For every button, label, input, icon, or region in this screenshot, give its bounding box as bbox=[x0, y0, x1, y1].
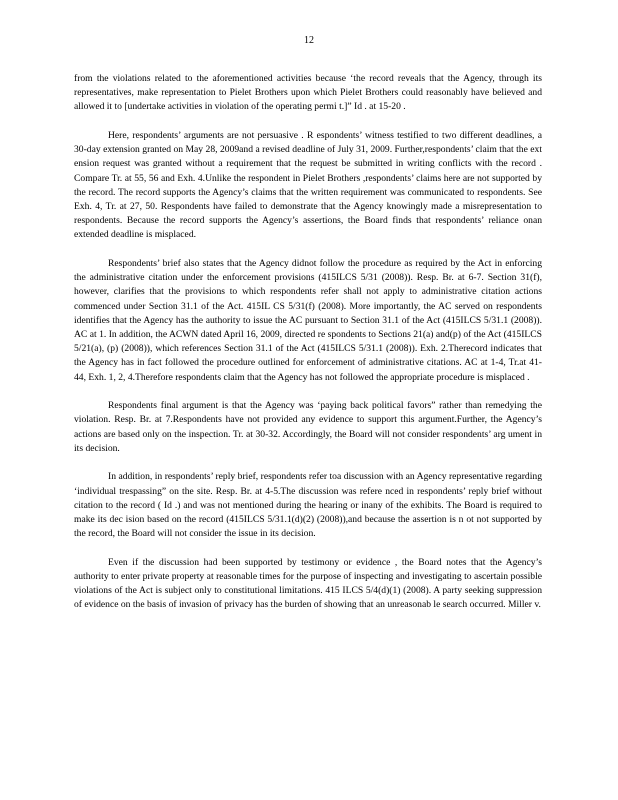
paragraph-final-argument: Respondents final argument is that the Agency was ‘paying back political favors” rather than remedying the violation. Resp. Br. at 7.Respondents have not provided any evidence to support this argument.Further, the Agency’s actions are based only on the inspection. Tr. at 30-32. Accordingly, the Board will not consider respondents’ arg ument in its decision. bbox=[74, 400, 542, 454]
page-number: 12 bbox=[304, 35, 314, 46]
paragraph-respondents-arguments: Here, respondents’ arguments are not persuasive . R espondents’ witness testified to two different deadlines, a 30-day extension granted on May 28, 2009and a revised deadline of July 31, 2009. Further,respondents’ claim that the ext ension request was granted without a requirement that the request be submitted in writing conflicts with the record . Compare Tr. at 55, 56 and Exh. 4.Unlike the respondent in Pielet Brothers ,respondents’ claims here are not supported by the record. The record supports the Agency’s claims that the written requirement was communicated to respondents. See Exh. 4, Tr. at 27, 50. Respondents have failed to demonstrate that the Agency knowingly made a misrepresentation to respondents. Because the record supports the Agency’s assertions, the Board finds that respondents’ reliance onan extended deadline is misplaced. bbox=[74, 130, 542, 241]
document-body bbox=[74, 72, 542, 613]
paragraph-reply-brief: In addition, in respondents’ reply brief, respondents refer toa discussion with an Agency representative regarding ‘individual trespassing” on the site. Resp. Br. at 4-5.The discussion was refere nced in respondents’ reply brief without citation to the record ( Id .) and was not mentioned during the hearing or inany of the exhibits. The Board is required to make its dec ision based on the record (415ILCS 5/31.1(d)(2) (2008)),and because the assertion is n ot not supported by the record, the Board will not consider the issue in its decision. bbox=[74, 471, 542, 540]
paragraph-continuation: from the violations related to the aforementioned activities because ‘the record reveals that the Agency, through its representatives, make representation to Pielet Brothers upon which Pielet Brothers could reasonably have believed and allowed it to [undertake activities in violation of the operating permi t.]” Id . at 15-20 . bbox=[74, 73, 542, 113]
paragraph-agency-authority: Even if the discussion had been supported by testimony or evidence , the Board notes that the Agency’s authority to enter private property at reasonable times for the purpose of inspecting and investigating to ascertain possible violations of the Act is subject only to constitutional limitations. 415 ILCS 5/4(d)(1) (2008). A party seeking suppression of evidence on the basis of invasion of privacy has the burden of showing that an unreasonab le search occurred. Miller v. bbox=[74, 556, 542, 611]
paragraph-procedure: Respondents’ brief also states that the Agency didnot follow the procedure as required by the Act in enforcing the administrative citation under the enforcement provisions (415ILCS 5/31 (2008)). Resp. Br. at 6-7. Section 31(f), however, clarifies that the provisions to which respondents refer shall not apply to administrative citation actions commenced under Section 31.1 of the Act. 415IL CS 5/31(f) (2008). More importantly, the AC served on respondents identifies that the Agency has the authority to issue the AC pursuant to Section 31.1 of the Act (415ILCS 5/31.1 (2008)). AC at 1. In addition, the ACWN dated April 16, 2009, directed re spondents to Sections 21(a) and(p) of the Act (415ILCS 5/21(a), (p) (2008)), which references Section 31.1 of the Act (415ILCS 5/31.1 (2008)). Exh. 2.Therecord indicates that the Agency has in fact followed the procedure outlined for enforcement of administrative citations. AC at 1-4, Tr.at 41-44, Exh. 1, 2, 4.Therefore respondents claim that the Agency has not followed the appropriate procedure is misplaced . bbox=[74, 258, 542, 383]
